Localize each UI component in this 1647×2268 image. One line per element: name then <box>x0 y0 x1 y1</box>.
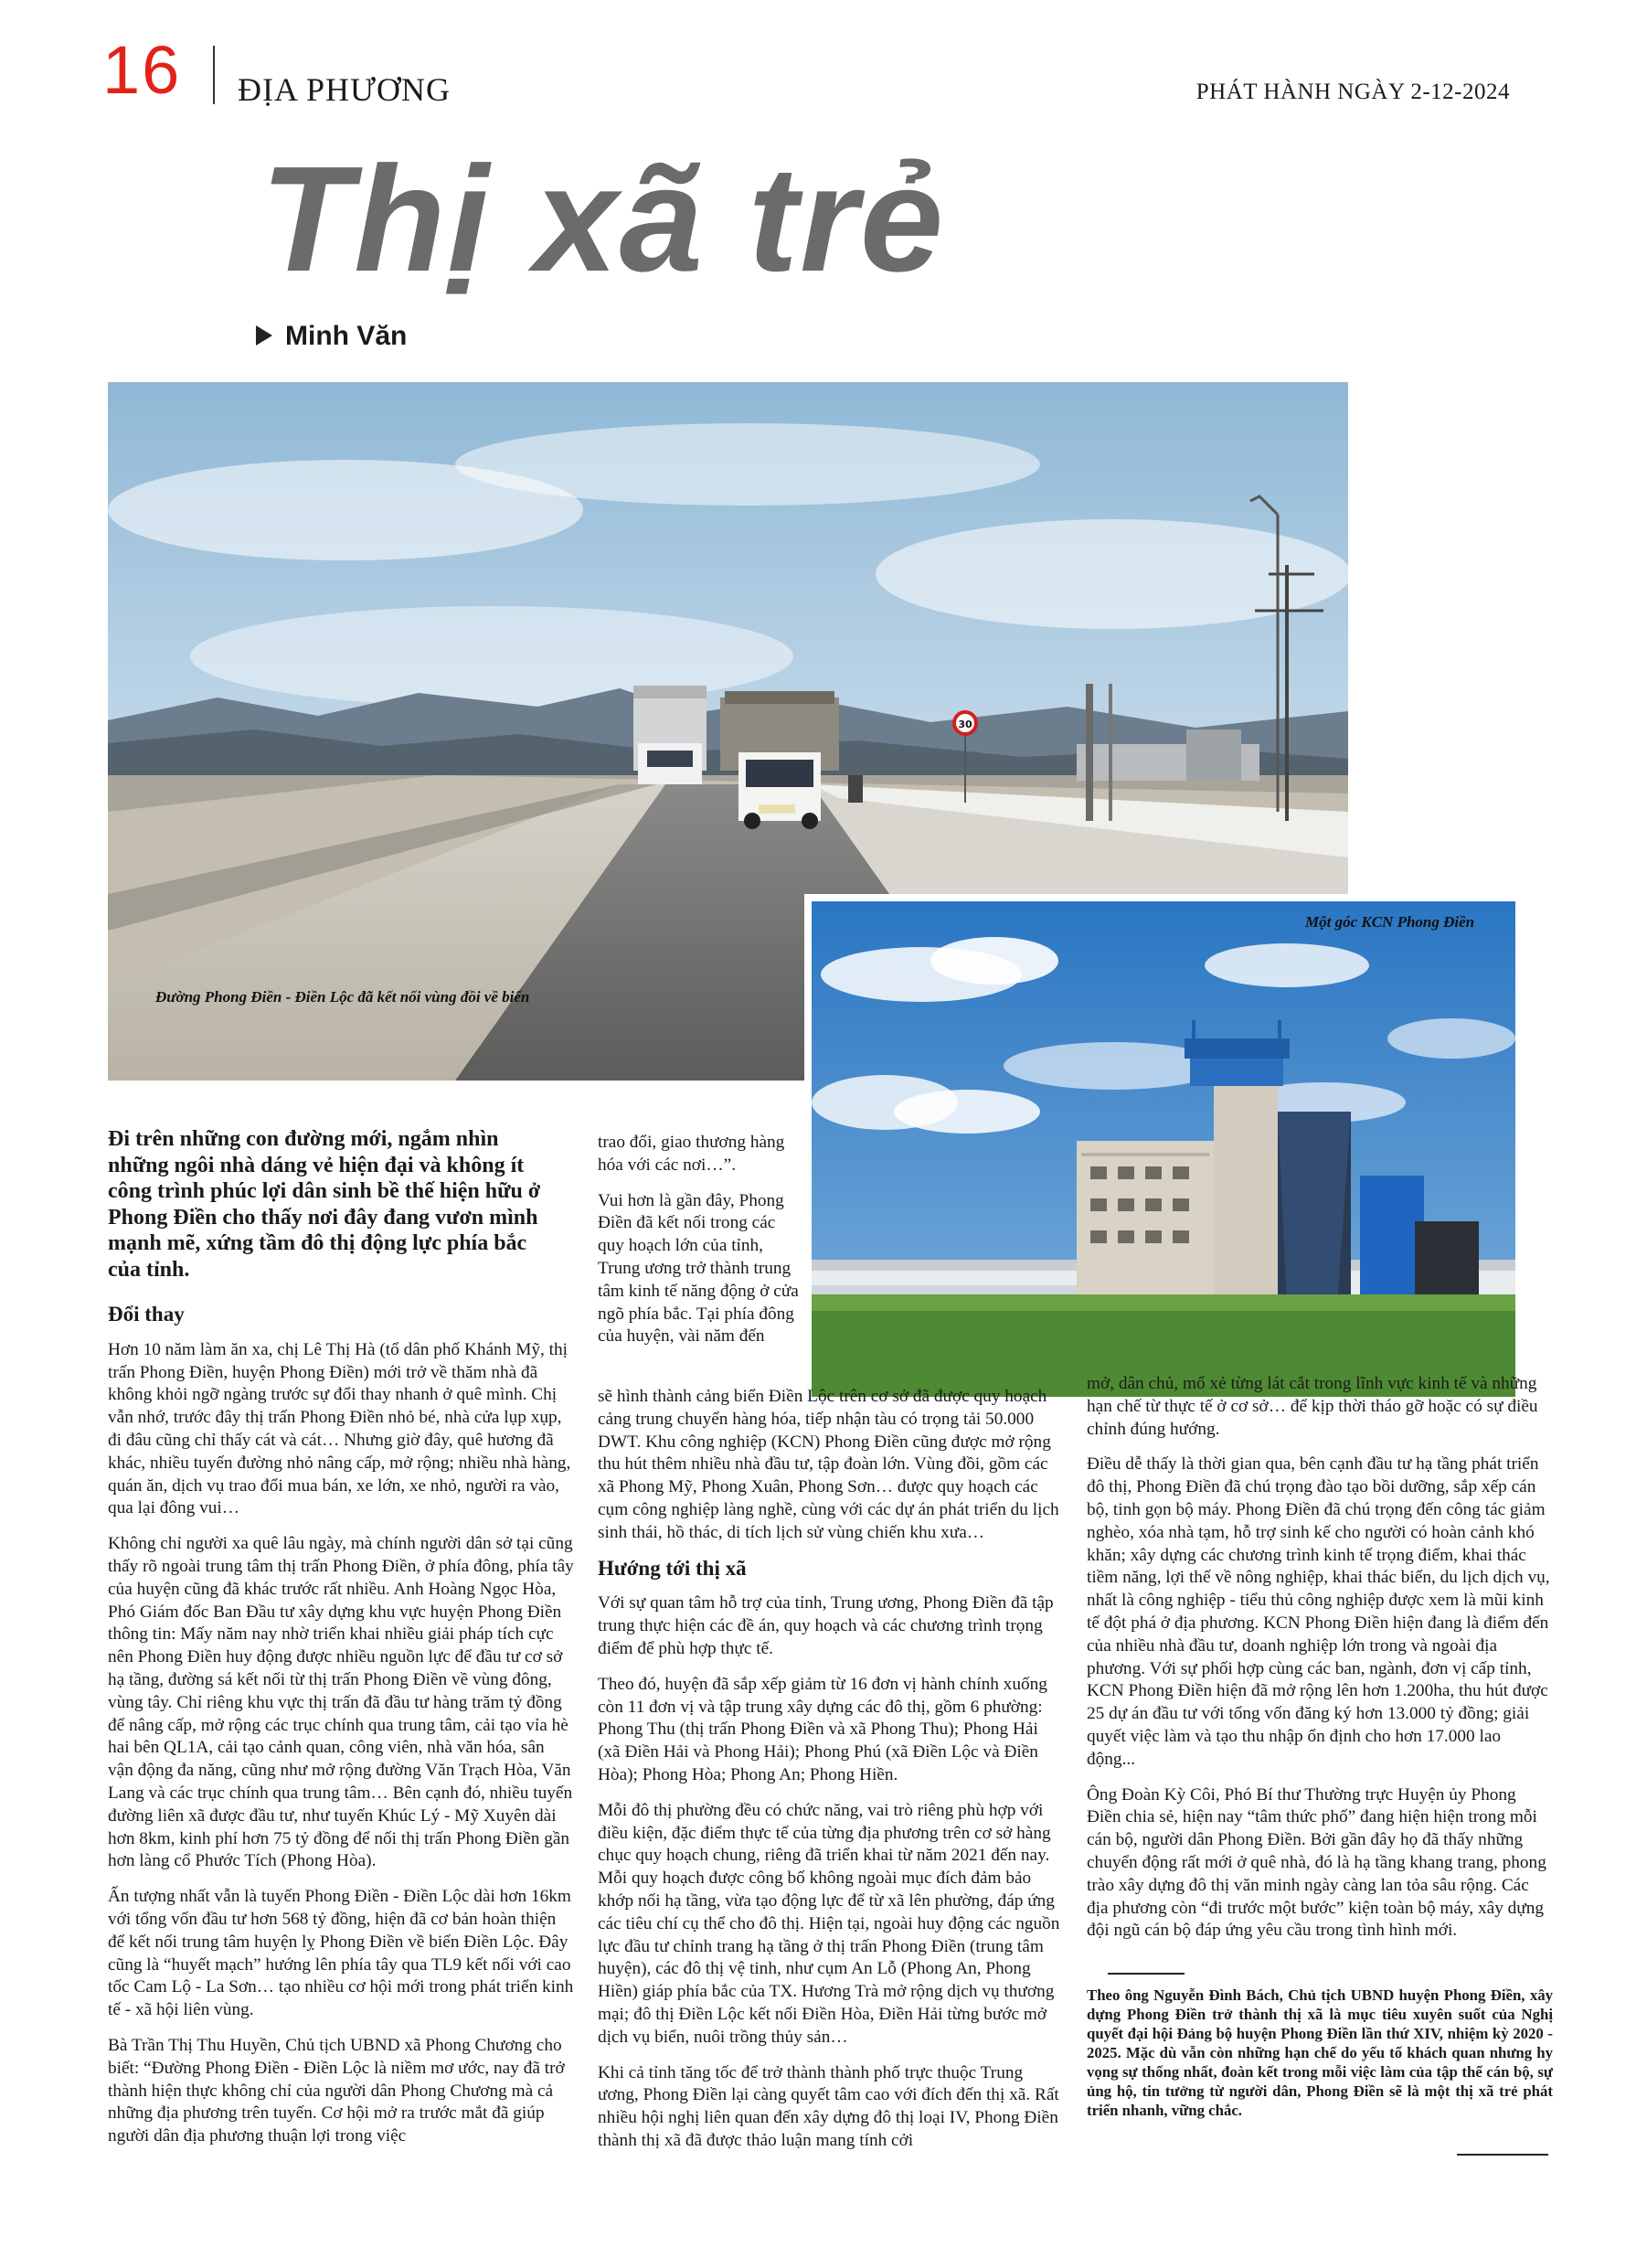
paragraph: Khi cả tỉnh tăng tốc để trở thành thành phố trực thuộc Trung ương, Phong Điền lại càng quyết tâm cao với đích đến thị xã. Rất nhiều hội nghị liên quan đến xây dựng đô thị loại IV, Phong Điền thành thị xã đã được thảo luận mang tính cởi <box>598 2062 1059 2150</box>
paragraph: Bà Trần Thị Thu Huyền, Chủ tịch UBND xã Phong Chương cho biết: “Đường Phong Điền - Điền Lộc là niềm mơ ước, nay đã trở thành hiện thực không chỉ của người dân Phong Chương mà cả những địa phương trên tuyến. Cơ hội mở ra trước mắt đã giúp người dân địa phương thuận lợi trong việc <box>108 2035 565 2146</box>
paragraph: Không chỉ người xa quê lâu ngày, mà chính người dân sở tại cũng thấy rõ ngoài trung tâm thị trấn Phong Điền, ở phía đông, phía tây của huyện cũng đã khác trước rất nhiều. Anh Hoàng Ngọc Hòa, Phó Giám đốc Ban Đầu tư xây dựng khu vực huyện Phong Điền thông tin: Mấy năm nay nhờ triển khai nhiều giải pháp tích cực nên Phong Điền huy động được nhiều nguồn lực để đầu tư cơ sở hạ tầng, đường sá kết nối từ thị trấn Phong Điền về vùng đông, vùng tây. Chỉ riêng khu vực thị trấn đã đầu tư hàng trăm tỷ đồng để nâng cấp, mở rộng các trục chính qua trung tâm, cải tạo vỉa hè hai bên QL1A, cải tạo cảnh quan, công viên, nhà văn hóa, sân vận động đa năng, cũng như mở rộng đường Văn Trạch Hòa, Văn Lang và các trục chính qua trung tâm… Bên cạnh đó, nhiều tuyến đường liên xã được đầu tư, như tuyến Khúc Lý - Mỹ Xuyên dài hơn 8km, kinh phí hơn 75 tỷ đồng để nối thị trấn Phong Điền gần hơn làng cổ Phước Tích (Phong Hòa). <box>108 1534 574 1871</box>
paragraph: Theo đó, huyện đã sắp xếp giảm từ 16 đơn vị hành chính xuống còn 11 đơn vị và tập trung xây dựng các đô thị, gồm 6 phường: Phong Thu (thị trấn Phong Điền và xã Phong Thu); Phong Hải (xã Điền Hải và Phong Hải); Phong Phú (xã Điền Lộc và Điền Hòa); Phong Hòa; Phong An; Phong Hiền. <box>598 1674 1047 1784</box>
paragraph: trao đổi, giao thương hàng hóa với các nơi…”. <box>598 1133 785 1175</box>
paragraph: Ấn tượng nhất vẫn là tuyến Phong Điền - Điền Lộc dài hơn 16km với tổng vốn đầu tư hơn 568 tỷ đồng, hiện đã cơ bản hoàn thiện để kết nối trung tâm huyện lỵ Phong Điền về biển Điền Lộc. Đây cũng là “huyết mạch” hướng lên phía tây qua TL9 kết nối với cao tốc Cam Lộ - La Sơn… tạo nhiều cơ hội mới trong phát triển kinh tế - xã hội liên vùng. <box>108 1887 574 2020</box>
closing-paragraph: Theo ông Nguyễn Đình Bách, Chủ tịch UBND huyện Phong Điền, xây dựng Phong Điền trở thành thị xã là mục tiêu xuyên suốt của Nghị quyết đại hội Đảng bộ huyện Phong Điền lần thứ XIV, nhiệm kỳ 2020 - 2025. Mặc dù vẫn còn những hạn chế do yếu tố khách quan nhưng hy vọng sự thống nhất, đoàn kết trong mỗi việc làm của tập thể cán bộ, sự ủng hộ, tin tưởng từ người dân, Phong Điền sẽ là một thị xã trẻ phát triển nhanh, vững chắc. <box>1087 1986 1553 2119</box>
paragraph: sẽ hình thành cảng biển Điền Lộc trên cơ sở đã được quy hoạch cảng trung chuyển hàng hóa, tiếp nhận tàu có trọng tải 50.000 DWT. Khu công nghiệp (KCN) Phong Điền cũng được mở rộng thu hút thêm nhiều nhà đầu tư, tập đoàn lớn. Vùng đồi, gồm các xã Phong Mỹ, Phong Xuân, Phong Sơn… được quy hoạch các cụm công nghiệp làng nghề, cùng với các dự án phát triển du lịch sinh thái, hồ thác, di tích lịch sử vùng chiến khu xưa… <box>598 1387 1059 1542</box>
paragraph: Với sự quan tâm hỗ trợ của tỉnh, Trung ương, Phong Điền đã tập trung thực hiện các đề án, quy hoạch và các chương trình trọng điểm để phù hợp thực tế. <box>598 1593 1054 1658</box>
kcn-photo-caption: Một góc KCN Phong Điền <box>1305 913 1475 931</box>
article-title: Thị xã trẻ <box>260 135 946 303</box>
end-mark <box>1457 2154 1548 2156</box>
paragraph: mở, dân chủ, mổ xẻ từng lát cắt trong lĩnh vực kinh tế và những hạn chế từ thực tế ở cơ sở… để kịp thời tháo gỡ hoặc có sự điều chỉnh đúng hướng. <box>1087 1374 1538 1439</box>
paragraph: Hơn 10 năm làm ăn xa, chị Lê Thị Hà (tổ dân phố Khánh Mỹ, thị trấn Phong Điền, huyện Phong Điền) mới trở về thăm nhà đã không khỏi ngỡ ngàng trước sự đổi thay nhanh ở quê mình. Chị vẫn nhớ, trước đây thị trấn Phong Điền nhỏ bé, nhà cửa lụp xụp, đi đâu cũng chỉ thấy cát và cát… Nhưng giờ đây, quê hương đã khác, nhiều tuyến đường nhỏ nâng cấp, mở rộng; nhiều nhà hàng, quán ăn, dịch vụ trao đổi mua bán, xe lớn, xe nhỏ, người ra vào, qua lại đông vui… <box>108 1339 571 1518</box>
author-byline <box>256 323 407 350</box>
section-heading-doi-thay: Đổi thay <box>108 1303 185 1326</box>
paragraph: Điều dễ thấy là thời gian qua, bên cạnh đầu tư hạ tầng phát triển đô thị, Phong Điền đã chú trọng đào tạo bồi dưỡng, sắp xếp cán bộ, tinh gọn bộ máy. Phong Điền đã chú trọng đến công tác giảm nghèo, xóa nhà tạm, hỗ trợ sinh kế cho người có hoàn cảnh khó khăn; xây dựng các chương trình kinh tế trọng điểm, khai thác tiềm năng, lợi thế về nông nghiệp, khai thác biển, du lịch dịch vụ, nhất là công nghiệp - tiểu thủ công nghiệp được xem là mũi kinh tế đột phá ở địa phương. KCN Phong Điền hiện đang là điểm đến của nhiều nhà đầu tư, doanh nghiệp lớn trong và ngoài địa phương. Với sự phối hợp cùng các ban, ngành, đơn vị cấp tỉnh, KCN Phong Điền hiện đã mở rộng lên hơn 1.200ha, thu hút được 25 dự án đầu tư với tổng vốn đăng ký hơn 13.000 tỷ đồng; giải quyết việc làm và tạo thu nhập ổn định cho hơn 17.000 lao động... <box>1087 1454 1550 1769</box>
issue-date: PHÁT HÀNH NGÀY 2-12-2024 <box>1195 80 1510 104</box>
column-2 <box>598 1386 1064 2166</box>
paragraph: Ông Đoàn Kỳ Côi, Phó Bí thư Thường trực Huyện ủy Phong Điền chia sẻ, hiện nay “tâm thức phố” đang hiện hiện trong mỗi cán bộ, người dân Phong Điền. Bởi gần đây họ đã thấy những chuyển động rất mới ở quê nhà, đó là hạ tầng khang trang, phong trào xây dựng đô thị văn minh ngày càng lan tỏa sâu rộng. Các địa phương còn “đi trước một bước” kiện toàn bộ máy, xây dựng đội ngũ cán bộ đáp ứng yêu cầu trong tình hình mới. <box>1087 1784 1546 1941</box>
speed-limit-sign: 30 <box>958 719 972 730</box>
closing-divider <box>1108 1973 1185 1975</box>
column-2-narrow <box>598 1132 801 1361</box>
section-heading-huong-toi-thi-xa: Hướng tới thị xã <box>598 1556 747 1580</box>
play-triangle-icon <box>256 325 272 346</box>
article-lead: Đi trên những con đường mới, ngắm nhìn những ngôi nhà dáng vẻ hiện đại và không ít công trình phúc lợi dân sinh bề thế hiện hữu ở Phong Điền cho thấy nơi đây đang vươn mình mạnh mẽ, xứng tầm đô thị động lực phía bắc của tỉnh. <box>108 1127 541 1282</box>
kcn-photo <box>804 894 1515 1397</box>
road-photo-caption: Đường Phong Điền - Điền Lộc đã kết nối vùng đồi về biển <box>155 988 530 1006</box>
column-1 <box>108 1304 574 2161</box>
paragraph: Vui hơn là gần đây, Phong Điền đã kết nối trong các quy hoạch lớn của tỉnh, Trung ương trở thành trung tâm kinh tế năng động ở cửa ngõ phía bắc. Tại phía đông của huyện, vài năm đến <box>598 1190 799 1347</box>
author-name: Minh Văn <box>285 321 408 351</box>
page-number: 16 <box>102 32 182 108</box>
paragraph: Mỗi đô thị phường đều có chức năng, vai trò riêng phù hợp với điều kiện, đặc điểm thực tế của từng địa phương trên cơ sở hàng chục quy hoạch chung, riêng đã triển khai từ năm 2021 đến nay. Mỗi quy hoạch được công bố không ngoài mục đích đảm bảo khớp nối hạ tầng, vừa tạo động lực để từ xã lên phường, đáp ứng các tiêu chí cụ thể cho đô thị. Hiện tại, ngoài huy động các nguồn lực đầu tư chỉnh trang hạ tầng ở thị trấn Phong Điền (trung tâm huyện), các đô thị vệ tinh, như cụm An Lỗ (Phong An, Phong Hiền) giáp phía bắc của TX. Hương Trà mở rộng dịch vụ thương mại; đô thị Điền Lộc kết nối Điền Hòa, Điền Hải từng bước mở dịch vụ biển, nuôi trồng thủy sản… <box>598 1800 1060 2047</box>
section-name: ĐỊA PHƯƠNG <box>238 71 451 108</box>
header-divider <box>213 46 215 104</box>
column-3 <box>1087 1373 1553 1955</box>
kcn-photo-illustration <box>812 901 1515 1397</box>
